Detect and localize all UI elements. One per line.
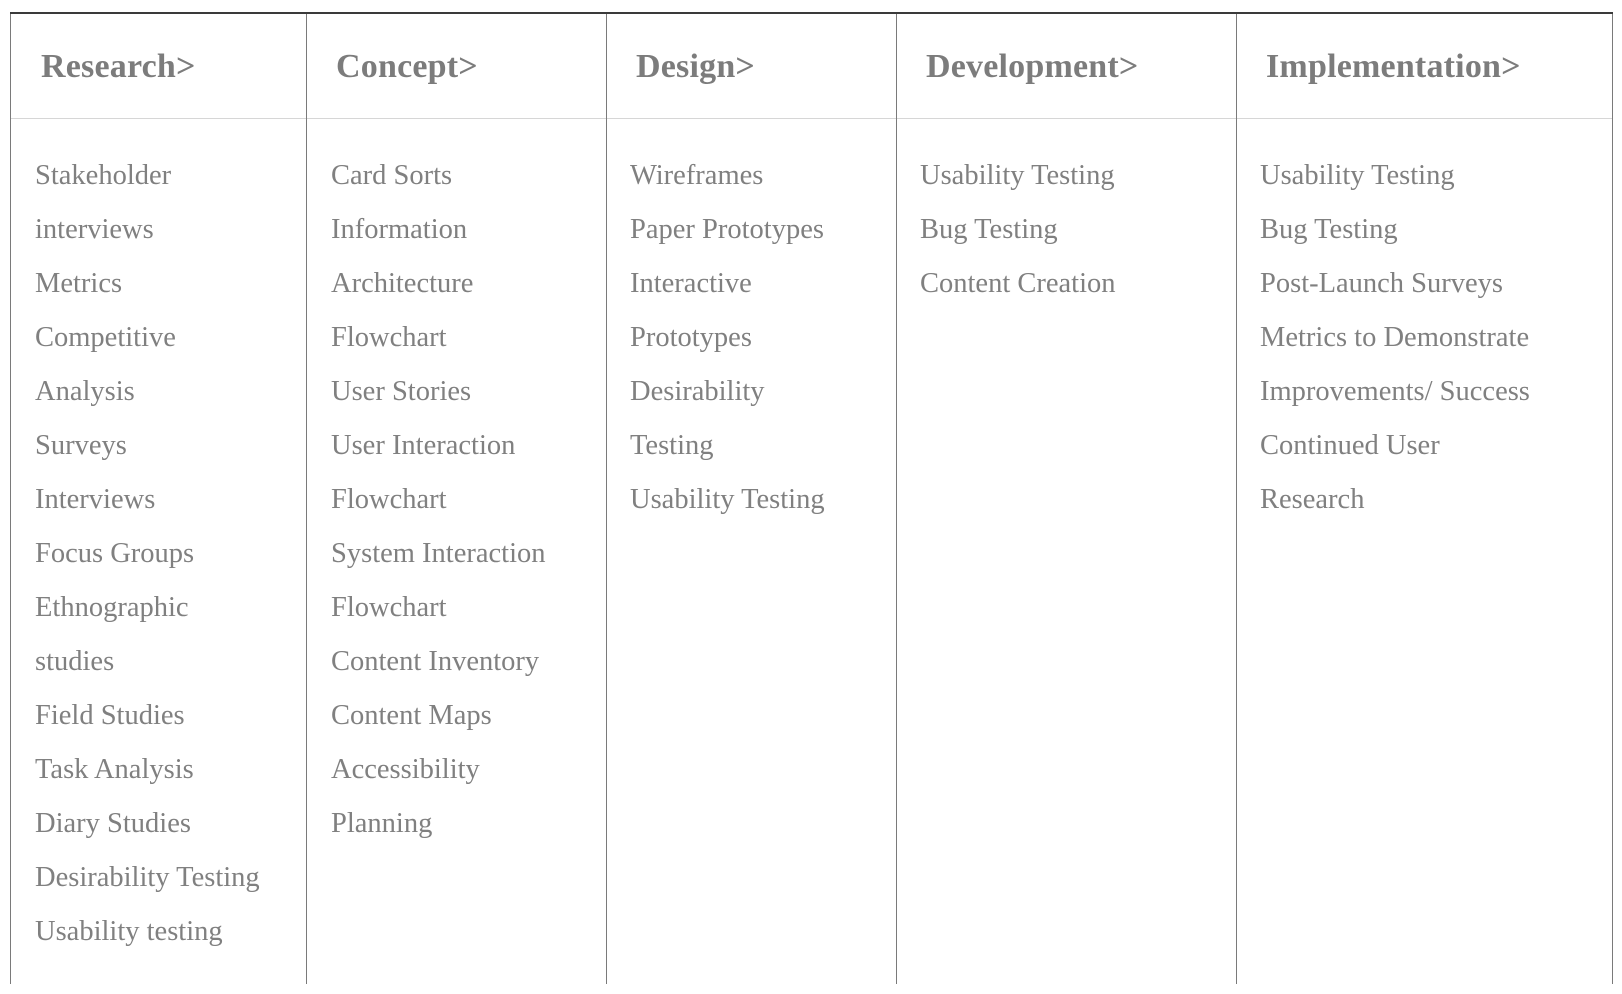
list-item: Competitive [35, 322, 176, 353]
list-item: Field Studies [35, 700, 185, 731]
list-item: Content Maps [331, 700, 492, 731]
column-heading-implementation: Implementation> [1266, 48, 1521, 85]
list-item: Testing [630, 430, 714, 461]
column-body [897, 119, 1236, 311]
list-item: Bug Testing [920, 214, 1058, 245]
list-item: Task Analysis [35, 754, 194, 785]
list-item: Content Creation [920, 268, 1116, 299]
list-item: Flowchart [331, 484, 447, 515]
list-item: Metrics to Demonstrate [1260, 322, 1530, 353]
list-item: Accessibility [331, 754, 480, 785]
list-item: interviews [35, 214, 154, 245]
list-item: Analysis [35, 376, 135, 407]
list-item: Research [1260, 484, 1365, 515]
list-item: Surveys [35, 430, 127, 461]
column-design [606, 14, 896, 984]
list-item: System Interaction [331, 538, 546, 569]
list-item: Stakeholder [35, 160, 172, 191]
research-list [35, 149, 306, 959]
column-research [10, 14, 306, 984]
list-item: Content Inventory [331, 646, 540, 677]
column-development [896, 14, 1236, 984]
column-heading-research: Research> [41, 48, 196, 85]
implementation-list [1260, 149, 1612, 527]
list-item: Bug Testing [1260, 214, 1398, 245]
list-item: Interactive [630, 268, 752, 299]
column-header [607, 14, 896, 119]
list-item: User Stories [331, 376, 472, 407]
column-heading-development: Development> [926, 48, 1139, 85]
column-concept [306, 14, 606, 984]
column-body [607, 119, 896, 527]
process-table [10, 12, 1613, 984]
list-item: Continued User [1260, 430, 1440, 461]
list-item: Usability testing [35, 916, 223, 947]
column-header [11, 14, 306, 119]
development-list [920, 149, 1236, 311]
list-item: Diary Studies [35, 808, 191, 839]
list-item: Improvements/ Success [1260, 376, 1530, 407]
design-list [630, 149, 896, 527]
column-implementation [1236, 14, 1613, 984]
column-header [307, 14, 606, 119]
list-item: User Interaction [331, 430, 516, 461]
list-item: Paper Prototypes [630, 214, 824, 245]
list-item: Usability Testing [1260, 160, 1455, 191]
list-item: Planning [331, 808, 433, 839]
list-item: Prototypes [630, 322, 752, 353]
list-item: Metrics [35, 268, 123, 299]
list-item: Wireframes [630, 160, 764, 191]
column-body [307, 119, 606, 851]
column-body [1237, 119, 1612, 527]
list-item: Ethnographic [35, 592, 189, 623]
column-header [897, 14, 1236, 119]
list-item: Flowchart [331, 592, 447, 623]
list-item: Desirability Testing [35, 862, 260, 893]
list-item: Desirability [630, 376, 765, 407]
column-body [11, 119, 306, 959]
column-heading-concept: Concept> [336, 48, 478, 85]
list-item: Focus Groups [35, 538, 195, 569]
concept-list [331, 149, 606, 851]
list-item: Architecture [331, 268, 474, 299]
list-item: Post-Launch Surveys [1260, 268, 1504, 299]
list-item: Card Sorts [331, 160, 453, 191]
column-header [1237, 14, 1612, 119]
list-item: Flowchart [331, 322, 447, 353]
column-heading-design: Design> [636, 48, 756, 85]
list-item: Information [331, 214, 468, 245]
list-item: Usability Testing [630, 484, 825, 515]
list-item: studies [35, 646, 115, 677]
list-item: Usability Testing [920, 160, 1115, 191]
list-item: Interviews [35, 484, 156, 515]
